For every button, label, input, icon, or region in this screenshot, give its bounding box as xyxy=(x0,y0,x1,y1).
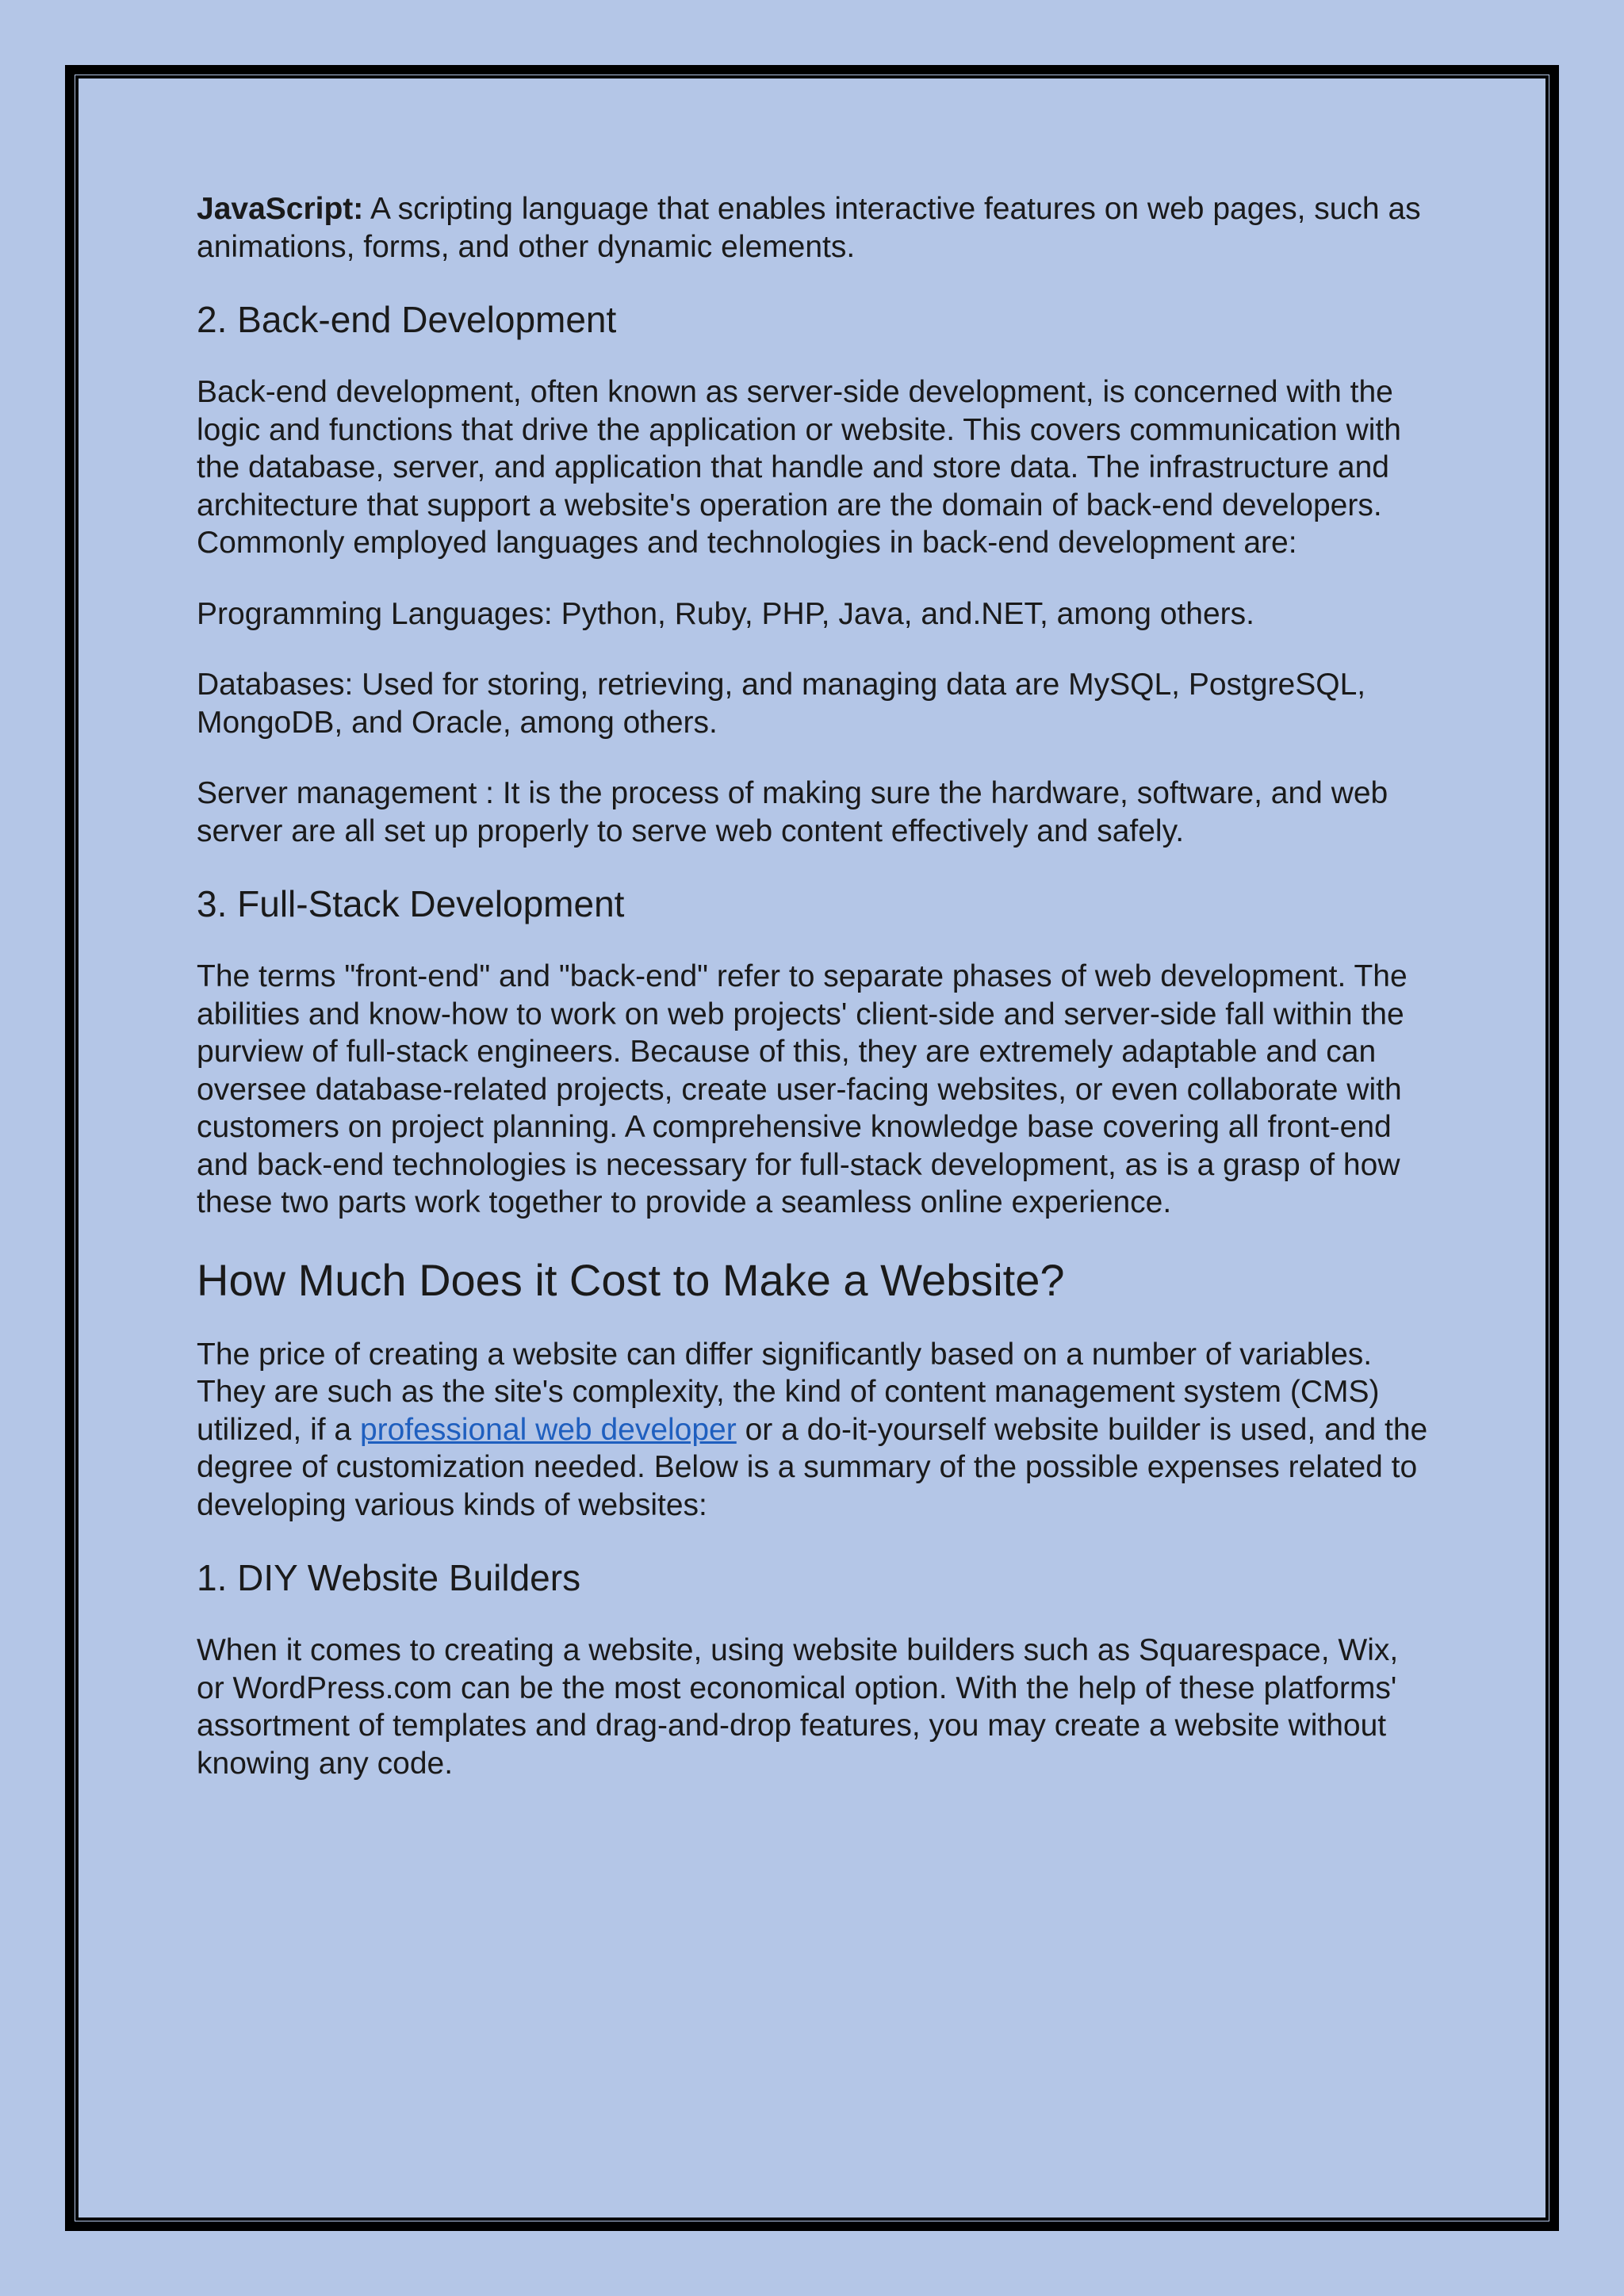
diy-heading: 1. DIY Website Builders xyxy=(197,1557,581,1598)
backend-paragraph: Back-end development, often known as server-side development, is concerned with the logic and functions that drive the application or website. This covers communication with the database, server, and application that handle and store data. The infrastructure and architecture that support a website's operation are the domain of back-end developers. Commonly employed languages and technologies in back-end development are: xyxy=(197,375,1401,560)
professional-web-developer-link[interactable]: professional web developer xyxy=(359,1412,737,1447)
diy-paragraph: When it comes to creating a website, using website builders such as Squarespace, Wix, or WordPress.com can be the most economical option. With the help of these platforms' assortment of templates and drag-and-drop features, you may create a website without knowing any code. xyxy=(197,1633,1399,1781)
fullstack-paragraph: The terms "front-end" and "back-end" refer to separate phases of web development. The abilities and know-how to work on web projects' client-side and server-side fall within the purview of full-stack engineers. Because of this, they are extremely adaptable and can oversee database-related projects, create user-facing websites, or even collaborate with customers on project planning. A comprehensive knowledge base covering all front-end and back-end technologies is necessary for full-stack development, as is a grasp of how these two parts work together to provide a seamless online experience. xyxy=(197,959,1408,1219)
cost-heading: How Much Does it Cost to Make a Website? xyxy=(197,1254,1065,1305)
server-management-paragraph: Server management : It is the process of making sure the hardware, software, and web server are all set up properly to serve web content effectively and safely. xyxy=(197,776,1388,848)
document-body xyxy=(197,190,1434,1782)
cost-text-after-link: or a do-it-yourself website builder is used, and the degree of customization needed. Below is a summary of the possible expenses related to developing various kinds of websites: xyxy=(197,1412,1428,1522)
backend-heading: 2. Back-end Development xyxy=(197,299,617,340)
programming-languages-paragraph: Programming Languages: Python, Ruby, PHP, Java, and.NET, among others. xyxy=(197,596,1254,631)
cost-text-before-link: The price of creating a website can differ significantly based on a number of variables. They are such as the site's complexity, the kind of content management system (CMS) utilized, if a xyxy=(197,1337,1380,1447)
javascript-paragraph xyxy=(197,190,1434,266)
cost-paragraph xyxy=(197,1336,1434,1525)
fullstack-heading: 3. Full-Stack Development xyxy=(197,883,625,924)
javascript-description: A scripting language that enables interactive features on web pages, such as animations, forms, and other dynamic elements. xyxy=(197,192,1421,264)
databases-paragraph: Databases: Used for storing, retrieving, and managing data are MySQL, PostgreSQL, MongoDB, and Oracle, among others. xyxy=(197,668,1366,740)
javascript-term: JavaScript: xyxy=(197,192,364,226)
